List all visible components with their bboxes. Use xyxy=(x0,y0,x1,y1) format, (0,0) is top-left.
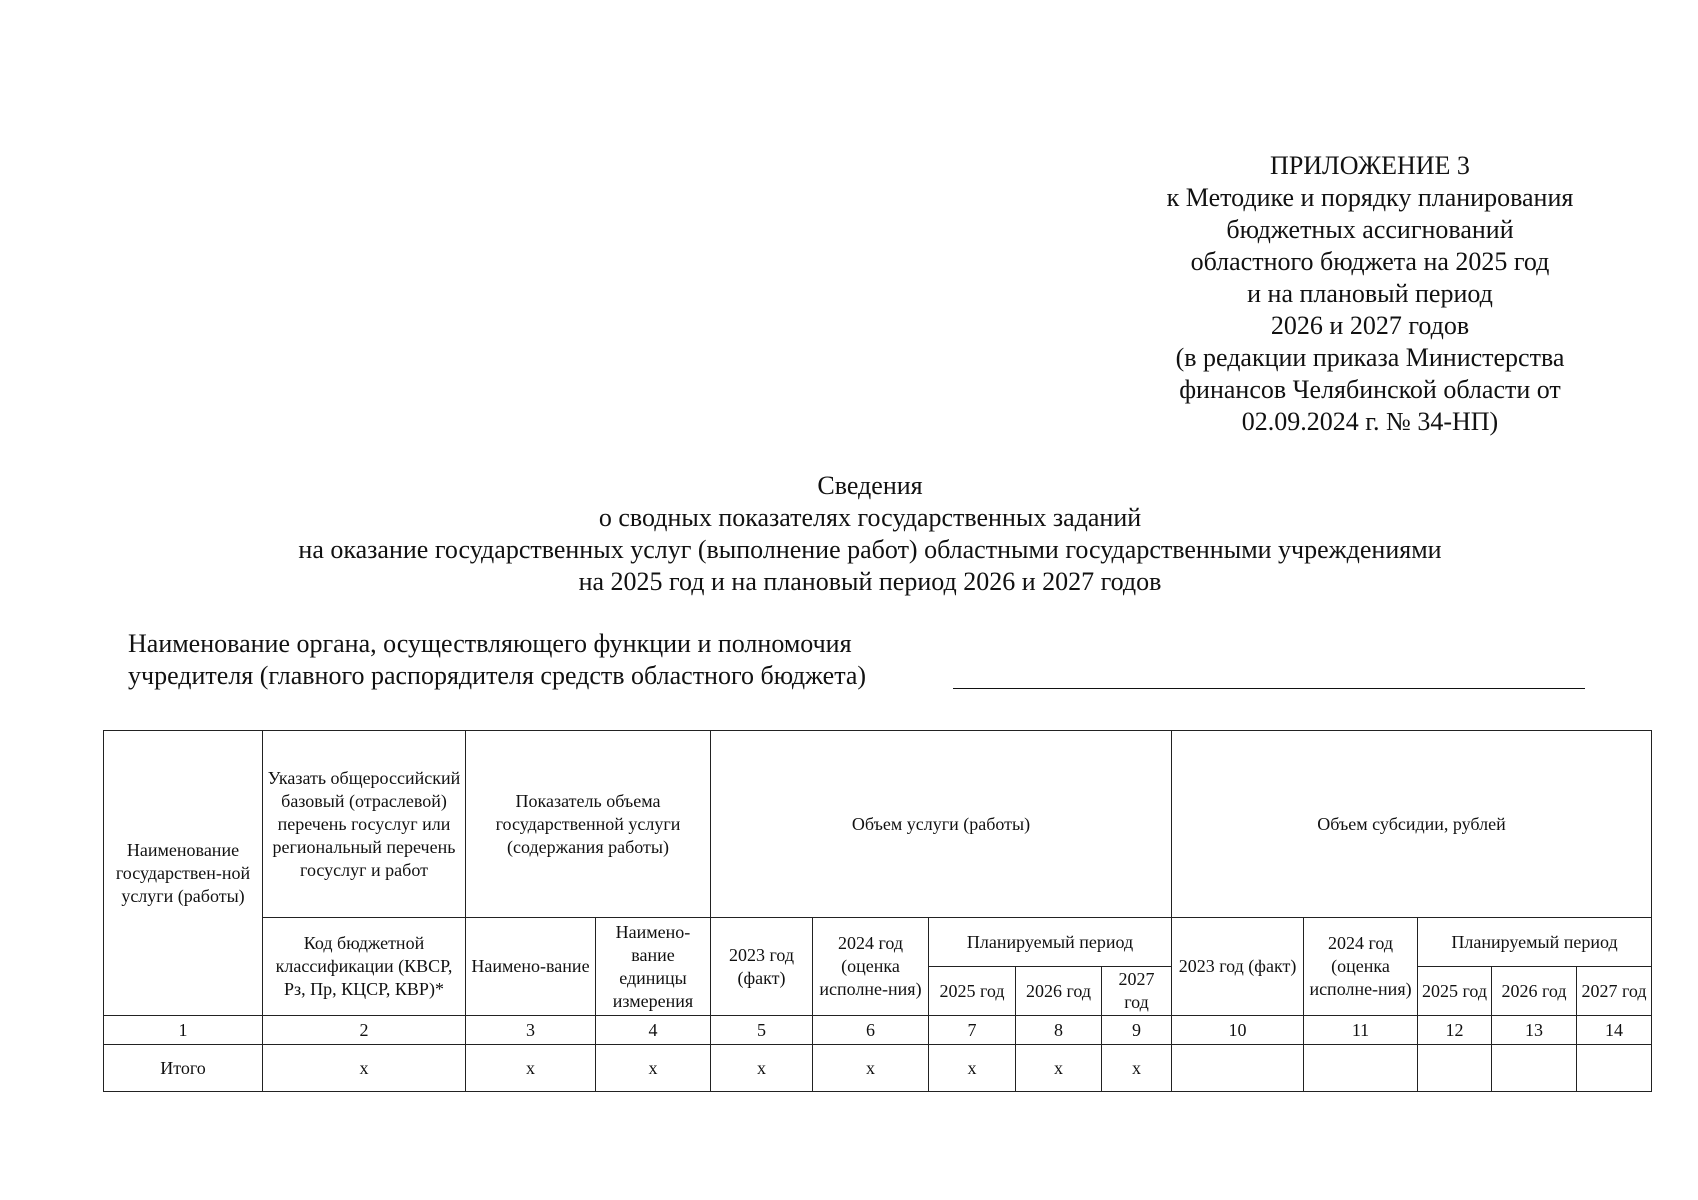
header-subsidy: Объем субсидии, рублей xyxy=(1172,731,1652,918)
column-number: 5 xyxy=(711,1016,813,1045)
organ-label xyxy=(128,628,866,692)
column-number: 10 xyxy=(1172,1016,1304,1045)
title-line: на 2025 год и на плановый период 2026 и 2027 годов xyxy=(578,567,1162,596)
appendix-line: и на плановый период xyxy=(1247,279,1493,308)
total-label: Итого xyxy=(104,1045,263,1092)
column-number: 12 xyxy=(1418,1016,1492,1045)
appendix-line: (в редакции приказа Министерства xyxy=(1175,343,1565,372)
header-volume: Объем услуги (работы) xyxy=(711,731,1172,918)
header-volume-year: 2025 год xyxy=(929,967,1016,1016)
total-cell: х xyxy=(596,1045,711,1092)
appendix-line: ПРИЛОЖЕНИЕ 3 xyxy=(1270,151,1470,180)
title-line: Сведения xyxy=(817,471,923,500)
header-subsidy-year: 2025 год xyxy=(1418,967,1492,1016)
total-row xyxy=(104,1045,1652,1092)
organ-fill-line xyxy=(953,688,1585,689)
info-table xyxy=(103,730,1652,1092)
appendix-line: 2026 и 2027 годов xyxy=(1270,311,1470,340)
appendix-line: к Методике и порядку планирования xyxy=(1166,183,1574,212)
total-cell: х xyxy=(929,1045,1016,1092)
total-cell: х xyxy=(263,1045,466,1092)
header-volume-year: 2027 год xyxy=(1102,967,1172,1016)
column-number: 3 xyxy=(466,1016,596,1045)
total-cell xyxy=(1172,1045,1304,1092)
column-number: 2 xyxy=(263,1016,466,1045)
organ-label-line1: Наименование органа, осуществляющего функции и полномочия xyxy=(128,629,852,658)
appendix-line: 02.09.2024 г. № 34-НП) xyxy=(1241,407,1499,436)
header-volume-planned: Планируемый период xyxy=(929,918,1172,967)
header-volume-2023: 2023 год (факт) xyxy=(711,918,813,1016)
column-number: 7 xyxy=(929,1016,1016,1045)
total-cell xyxy=(1418,1045,1492,1092)
header-subsidy-2023: 2023 год (факт) xyxy=(1172,918,1304,1016)
total-cell: х xyxy=(711,1045,813,1092)
header-subsidy-planned: Планируемый период xyxy=(1418,918,1652,967)
total-cell: х xyxy=(1016,1045,1102,1092)
total-cell: х xyxy=(466,1045,596,1092)
column-number: 1 xyxy=(104,1016,263,1045)
header-name: Наимено-вание xyxy=(466,918,596,1016)
title-line: о сводных показателях государственных заданий xyxy=(598,503,1142,532)
appendix-block xyxy=(1100,150,1640,438)
total-cell xyxy=(1492,1045,1577,1092)
appendix-line: бюджетных ассигнований xyxy=(1226,215,1514,244)
header-subsidy-2024: 2024 год (оценка исполне-ния) xyxy=(1304,918,1418,1016)
header-unit: Наимено-вание единицы измерения xyxy=(596,918,711,1016)
header-kbk: Код бюджетной классификации (КВСР, Рз, Пр, КЦСР, КВР)* xyxy=(263,918,466,1016)
column-number-row xyxy=(104,1016,1652,1045)
appendix-line: областного бюджета на 2025 год xyxy=(1190,247,1550,276)
column-number: 11 xyxy=(1304,1016,1418,1045)
header-perechen: Указать общероссийский базовый (отраслевой) перечень госуслуг или региональный перечень госуслуг и работ xyxy=(263,731,466,918)
total-cell: х xyxy=(813,1045,929,1092)
column-number: 4 xyxy=(596,1016,711,1045)
total-cell xyxy=(1577,1045,1652,1092)
header-service-name: Наименование государствен-ной услуги (работы) xyxy=(104,731,263,1016)
column-number: 8 xyxy=(1016,1016,1102,1045)
header-subsidy-year: 2026 год xyxy=(1492,967,1577,1016)
organ-label-line2: учредителя (главного распорядителя средств областного бюджета) xyxy=(128,661,867,690)
column-number: 14 xyxy=(1577,1016,1652,1045)
total-cell: х xyxy=(1102,1045,1172,1092)
appendix-line: финансов Челябинской области от xyxy=(1179,375,1561,404)
header-indicator: Показатель объема государственной услуги (содержания работы) xyxy=(466,731,711,918)
total-cell xyxy=(1304,1045,1418,1092)
column-number: 6 xyxy=(813,1016,929,1045)
title-line: на оказание государственных услуг (выполнение работ) областными государственными учреждениями xyxy=(298,535,1442,564)
document-title xyxy=(0,470,1698,598)
column-number: 13 xyxy=(1492,1016,1577,1045)
column-number: 9 xyxy=(1102,1016,1172,1045)
header-subsidy-year: 2027 год xyxy=(1577,967,1652,1016)
header-volume-year: 2026 год xyxy=(1016,967,1102,1016)
header-volume-2024: 2024 год (оценка исполне-ния) xyxy=(813,918,929,1016)
